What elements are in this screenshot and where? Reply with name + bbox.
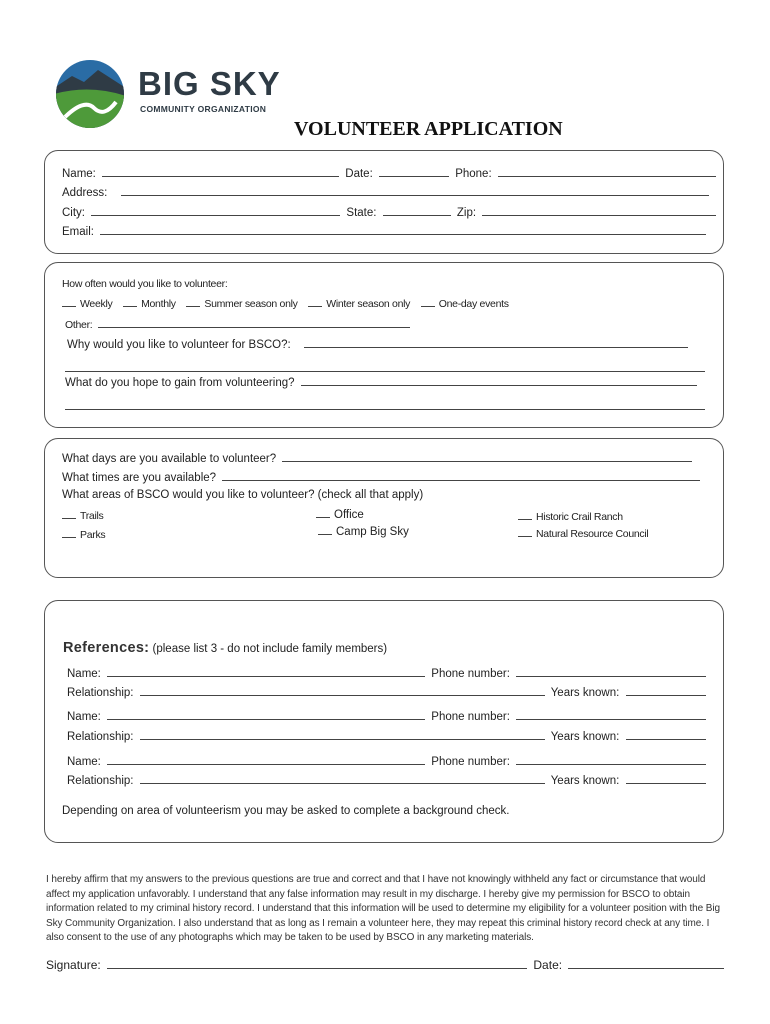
gain-field[interactable] (301, 375, 697, 386)
ref3-rel-row (67, 773, 709, 787)
background-check-note: Depending on area of volunteerism you may be asked to complete a background check. (62, 805, 510, 817)
org-subtitle: COMMUNITY ORGANIZATION (140, 104, 267, 114)
ref1-rel-row (67, 685, 709, 699)
email-row (62, 224, 709, 238)
references-heading-row (63, 640, 387, 656)
why-row (67, 337, 691, 351)
ref3-years-field[interactable] (626, 773, 706, 784)
gain-field-line-2[interactable] (65, 399, 705, 410)
weekly-label: Weekly (80, 298, 113, 310)
name-field[interactable] (102, 166, 339, 177)
other-field[interactable] (98, 317, 410, 328)
ref2-phone-label: Phone number: (431, 711, 510, 723)
phone-label: Phone: (455, 168, 492, 180)
ref2-years-field[interactable] (626, 729, 706, 740)
other-row (65, 317, 413, 331)
ref2-years-label: Years known: (550, 731, 620, 743)
ref1-rel-label: Relationship: (67, 687, 134, 699)
ref3-rel-label: Relationship: (67, 775, 134, 787)
big-sky-logo-icon (54, 58, 126, 130)
ref2-rel-label: Relationship: (67, 731, 134, 743)
ref3-phone-label: Phone number: (431, 756, 510, 768)
times-field[interactable] (222, 470, 700, 481)
times-row (62, 470, 703, 484)
address-label: Address: (62, 187, 108, 199)
area-crail (518, 510, 623, 523)
zip-field[interactable] (482, 205, 716, 216)
email-field[interactable] (100, 224, 706, 235)
frequency-options (62, 297, 509, 310)
ref1-years-label: Years known: (550, 687, 620, 699)
weekly-checkbox[interactable] (62, 297, 76, 307)
office-label: Office (334, 509, 364, 521)
ref2-name-label: Name: (67, 711, 101, 723)
area-nrc (518, 527, 648, 540)
ref1-phone-field[interactable] (516, 666, 706, 677)
why-field[interactable] (304, 337, 688, 348)
name-row (62, 166, 719, 180)
parks-checkbox[interactable] (62, 528, 76, 538)
signature-row (46, 958, 727, 972)
ref1-rel-field[interactable] (140, 685, 545, 696)
area-office (316, 508, 364, 521)
why-field-line-2[interactable] (65, 361, 705, 372)
date-field[interactable] (379, 166, 449, 177)
days-label: What days are you available to volunteer? (62, 453, 277, 465)
state-field[interactable] (383, 205, 451, 216)
signature-date-label: Date: (533, 958, 563, 972)
email-label: Email: (62, 226, 94, 238)
nrc-label: Natural Resource Council (536, 528, 649, 540)
area-camp (318, 525, 409, 538)
address-row (62, 185, 712, 199)
ref1-name-label: Name: (67, 668, 101, 680)
ref3-name-field[interactable] (107, 754, 425, 765)
references-note: (please list 3 - do not include family members) (152, 643, 388, 655)
date-label: Date: (345, 168, 373, 180)
days-row (62, 451, 695, 465)
name-label: Name: (62, 168, 96, 180)
affirmation-text (46, 873, 726, 946)
winter-checkbox[interactable] (308, 297, 322, 307)
trails-label: Trails (80, 510, 104, 522)
crail-label: Historic Crail Ranch (536, 511, 623, 523)
ref2-name-field[interactable] (107, 709, 425, 720)
monthly-label: Monthly (141, 298, 176, 310)
affirmation-paragraph: I hereby affirm that my answers to the previous questions are true and correct and that I have not knowingly withheld any fact or circumstance that would affect my application unfavorably. I understand that any false information may result in my discharge. I hereby give my permission for BSCO to obtain information related to my criminal history record. I understand that this information will be used to determine my eligibility for a volunteer position with the Big Sky Community Organization. I also understand that as long as I remain a volunteer here, they may repeat this criminal history record check at any time. I also consent to the use of any photographs which may be taken to be used by BSCO in any marketing materials. (46, 874, 720, 944)
state-label: State: (346, 207, 377, 219)
one-day-label: One-day events (438, 298, 509, 310)
ref1-name-row (67, 666, 709, 680)
ref3-phone-field[interactable] (516, 754, 706, 765)
trails-checkbox[interactable] (62, 509, 76, 519)
org-logo (54, 58, 126, 130)
ref2-rel-field[interactable] (140, 729, 545, 740)
city-row (62, 205, 719, 219)
ref3-years-label: Years known: (550, 775, 620, 787)
gain-row (65, 375, 700, 389)
areas-question: What areas of BSCO would you like to volunteer? (check all that apply) (62, 489, 424, 501)
office-checkbox[interactable] (316, 508, 330, 518)
ref1-years-field[interactable] (626, 685, 706, 696)
camp-checkbox[interactable] (318, 525, 332, 535)
summer-label: Summer season only (204, 298, 298, 310)
city-label: City: (62, 207, 85, 219)
monthly-checkbox[interactable] (123, 297, 137, 307)
one-day-checkbox[interactable] (421, 297, 435, 307)
area-parks (62, 528, 105, 541)
crail-checkbox[interactable] (518, 510, 532, 520)
times-label: What times are you available? (62, 472, 217, 484)
ref1-phone-label: Phone number: (431, 668, 510, 680)
days-field[interactable] (282, 451, 692, 462)
address-field[interactable] (121, 185, 709, 196)
signature-date-field[interactable] (568, 958, 724, 969)
org-name: BIG SKY (138, 65, 281, 102)
signature-field[interactable] (107, 958, 527, 969)
frequency-question: How often would you like to volunteer: (62, 278, 228, 290)
ref2-rel-row (67, 729, 709, 743)
nrc-checkbox[interactable] (518, 527, 532, 537)
ref3-name-label: Name: (67, 756, 101, 768)
camp-label: Camp Big Sky (336, 526, 409, 538)
references-heading: References: (63, 640, 150, 656)
city-field[interactable] (91, 205, 340, 216)
area-trails (62, 509, 103, 522)
why-label: Why would you like to volunteer for BSCO?: (67, 339, 291, 351)
ref2-phone-field[interactable] (516, 709, 706, 720)
ref3-name-row (67, 754, 709, 768)
signature-label: Signature: (46, 958, 101, 972)
phone-field[interactable] (498, 166, 716, 177)
ref3-rel-field[interactable] (140, 773, 545, 784)
winter-label: Winter season only (326, 298, 411, 310)
form-title: VOLUNTEER APPLICATION (294, 118, 563, 140)
ref1-name-field[interactable] (107, 666, 425, 677)
parks-label: Parks (80, 529, 106, 541)
other-label: Other: (65, 319, 93, 331)
ref2-name-row (67, 709, 709, 723)
zip-label: Zip: (456, 207, 477, 219)
summer-checkbox[interactable] (186, 297, 200, 307)
gain-label: What do you hope to gain from volunteering? (65, 377, 295, 389)
